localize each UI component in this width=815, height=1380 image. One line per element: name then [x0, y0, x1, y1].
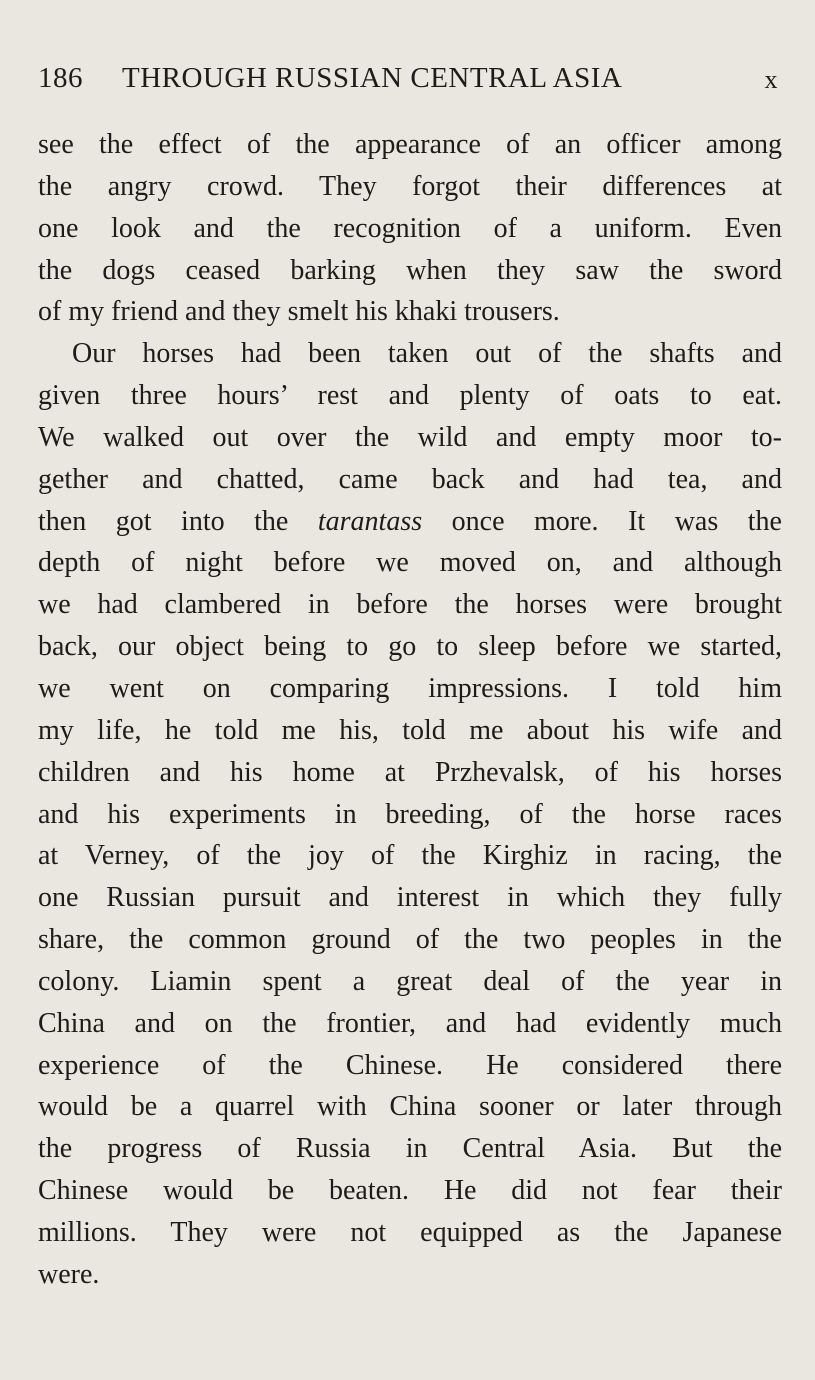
text-line: back, our object being to go to sleep before we started, [38, 631, 782, 663]
running-head [38, 58, 782, 98]
text-line: we went on comparing impressions. I told him [38, 672, 782, 704]
paragraph-end-line: of my friend and they smelt his khaki trousers. [38, 296, 560, 328]
text-line: children and his home at Przhevalsk, of his horses [38, 756, 782, 788]
text-line: experience of the Chinese. He considered there [38, 1049, 782, 1081]
paragraph-end-line: were. [38, 1258, 100, 1290]
text-line: We walked out over the wild and empty moor to- [38, 421, 782, 453]
text-line: at Verney, of the joy of the Kirghiz in racing, the [38, 840, 782, 872]
text-line: would be a quarrel with China sooner or later through [38, 1091, 782, 1123]
text-segment: then got into the [38, 505, 318, 537]
text-segment: once more. It was the [422, 505, 782, 537]
text-line: depth of night before we moved on, and although [38, 547, 782, 579]
chapter-numeral: x [764, 65, 778, 94]
text-line: colony. Liamin spent a great deal of the year in [38, 965, 782, 997]
text-line: gether and chatted, came back and had tea, and [38, 463, 782, 495]
text-line [38, 501, 782, 543]
body-text [38, 124, 782, 1296]
text-line: one look and the recognition of a uniform. Even [38, 212, 782, 244]
text-line: given three hours’ rest and plenty of oats to eat. [38, 380, 782, 412]
text-line: see the effect of the appearance of an officer among [38, 129, 782, 160]
text-line: and his experiments in breeding, of the horse races [38, 798, 782, 830]
text-line: one Russian pursuit and interest in which they fully [38, 882, 782, 914]
italic-word: tarantass [317, 505, 423, 537]
text-line: the angry crowd. They forgot their differences at [38, 170, 782, 202]
text-line: the dogs ceased barking when they saw the sword [38, 254, 782, 286]
text-line: the progress of Russia in Central Asia. But the [38, 1133, 782, 1165]
paragraph-first-line: Our horses had been taken out of the shafts and [72, 338, 782, 370]
text-line: China and on the frontier, and had evidently much [38, 1007, 782, 1039]
text-line: millions. They were not equipped as the Japanese [38, 1216, 782, 1248]
text-line: Chinese would be beaten. He did not fear their [38, 1175, 782, 1207]
running-title: THROUGH RUSSIAN CENTRAL ASIA [122, 62, 623, 94]
text-line: my life, he told me his, told me about his wife and [38, 714, 782, 746]
text-line: share, the common ground of the two peoples in the [38, 924, 782, 956]
text-line: we had clambered in before the horses were brought [38, 589, 782, 621]
book-page [38, 0, 782, 1380]
page-number: 186 [38, 62, 83, 94]
